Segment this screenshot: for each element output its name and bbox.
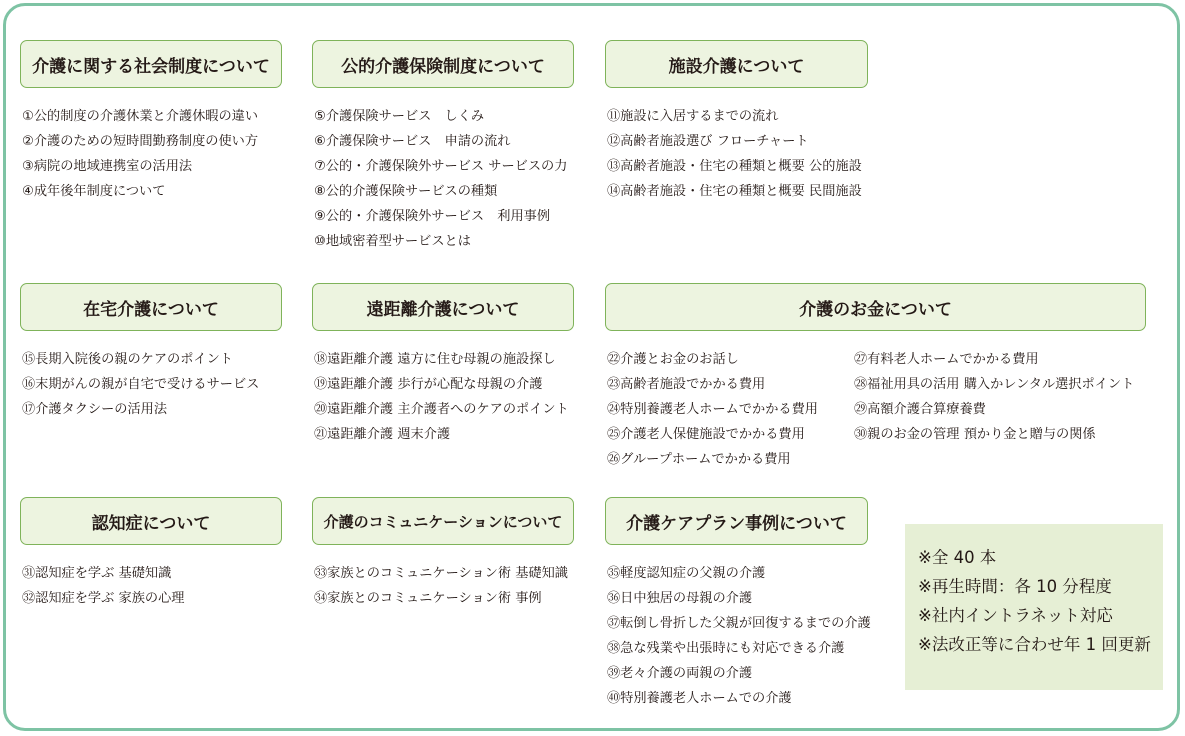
list-item: ㉒介護とお金のお話し [607,352,739,367]
list-item: ⑱遠距離介護 遠方に住む母親の施設探し [314,352,556,367]
list-item: ㉘福祉用具の活用 購入かレンタル選択ポイント [854,377,1135,392]
two-column-list [605,331,1146,472]
note-line: ※再生時間：各 10 分程度 [918,577,1112,596]
section-header: 介護に関する社会制度について [20,40,282,88]
notes-box [905,524,1163,690]
list-item: ㊲転倒し骨折した父親が回復するまでの介護 [607,616,871,631]
section-care-plan-examples [605,497,871,711]
section-dementia [20,497,282,611]
list-item: ㉝家族とのコミュニケーション術 基礎知識 [314,566,568,581]
section-header: 遠距離介護について [312,283,574,331]
list-item: ⑯末期がんの親が自宅で受けるサービス [22,377,260,392]
list-item: ㉑遠距離介護 週末介護 [314,427,451,442]
list-item: ⑨公的・介護保険外サービス 利用事例 [314,209,551,224]
list-item: ㊳急な残業や出張時にも対応できる介護 [607,641,845,656]
list-item: ㉚親のお金の管理 預かり金と贈与の関係 [854,427,1096,442]
section-social-system [20,40,282,204]
section-long-distance-care [312,283,574,447]
list-item: ④成年後年制度について [22,184,166,199]
list-item: ⑥介護保険サービス 申請の流れ [314,134,511,149]
list-item: ㊱日中独居の母親の介護 [607,591,753,606]
list-item: ②介護のための短時間勤務制度の使い方 [22,134,259,149]
section-header: 介護のお金について [605,283,1146,331]
list-item: ⑤介護保険サービス しくみ [314,109,485,124]
list-item: ⑩地域密着型サービスとは [314,234,471,249]
section-home-care [20,283,282,422]
item-list [605,347,852,472]
list-item: ③病院の地域連携室の活用法 [22,159,193,174]
section-header: 介護ケアプラン事例について [605,497,868,545]
item-list [20,347,282,422]
list-item: ⑬高齢者施設・住宅の種類と概要 公的施設 [607,159,862,174]
note-line: ※全 40 本 [918,548,997,567]
list-item: ㉗有料老人ホームでかかる費用 [854,352,1039,367]
item-list [312,104,574,254]
item-list [312,561,574,611]
list-item: ①公的制度の介護休業と介護休暇の違い [22,109,259,124]
list-item: ⑲遠距離介護 歩行が心配な母親の介護 [314,377,543,392]
list-item: ⑭高齢者施設・住宅の種類と概要 民間施設 [607,184,862,199]
list-item: ㉙高額介護合算療養費 [854,402,986,417]
list-item: ㉔特別養護老人ホームでかかる費用 [607,402,818,417]
list-item: ⑳遠距離介護 主介護者へのケアのポイント [314,402,569,417]
section-header: 介護のコミュニケーションについて [312,497,574,545]
section-header: 在宅介護について [20,283,282,331]
list-item: ⑫高齢者施設選び フローチャート [607,134,809,149]
note-line: ※社内イントラネット対応 [918,606,1113,625]
item-list [312,347,574,447]
list-item: ㉖グループホームでかかる費用 [607,452,791,467]
list-item: ㉜認知症を学ぶ 家族の心理 [22,591,185,606]
section-facility-care [605,40,868,204]
section-header: 施設介護について [605,40,868,88]
list-item: ㉕介護老人保健施設でかかる費用 [607,427,805,442]
section-care-money [605,283,1146,472]
item-list [20,561,282,611]
item-list [605,104,868,204]
item-list [605,561,871,711]
list-item: ㉟軽度認知症の父親の介護 [607,566,766,581]
list-item: ⑰介護タクシーの活用法 [22,402,168,417]
list-item: ㉓高齢者施設でかかる費用 [607,377,766,392]
list-item: ㉞家族とのコミュニケーション術 事例 [314,591,542,606]
list-item: ⑮長期入院後の親のケアのポイント [22,352,233,367]
list-item: ㊵特別養護老人ホームでの介護 [607,691,792,706]
section-communication [312,497,574,611]
section-header: 認知症について [20,497,282,545]
list-item: ⑧公的介護保険サービスの種類 [314,184,498,199]
list-item: ⑪施設に入居するまでの流れ [607,109,779,124]
note-line: ※法改正等に合わせ年 1 回更新 [918,635,1151,654]
list-item: ⑦公的・介護保険外サービス サービスの力 [314,159,568,174]
item-list [852,347,1135,472]
section-public-insurance [312,40,574,254]
list-item: ㊴老々介護の両親の介護 [607,666,753,681]
item-list [20,104,282,204]
section-header: 公的介護保険制度について [312,40,574,88]
list-item: ㉛認知症を学ぶ 基礎知識 [22,566,172,581]
